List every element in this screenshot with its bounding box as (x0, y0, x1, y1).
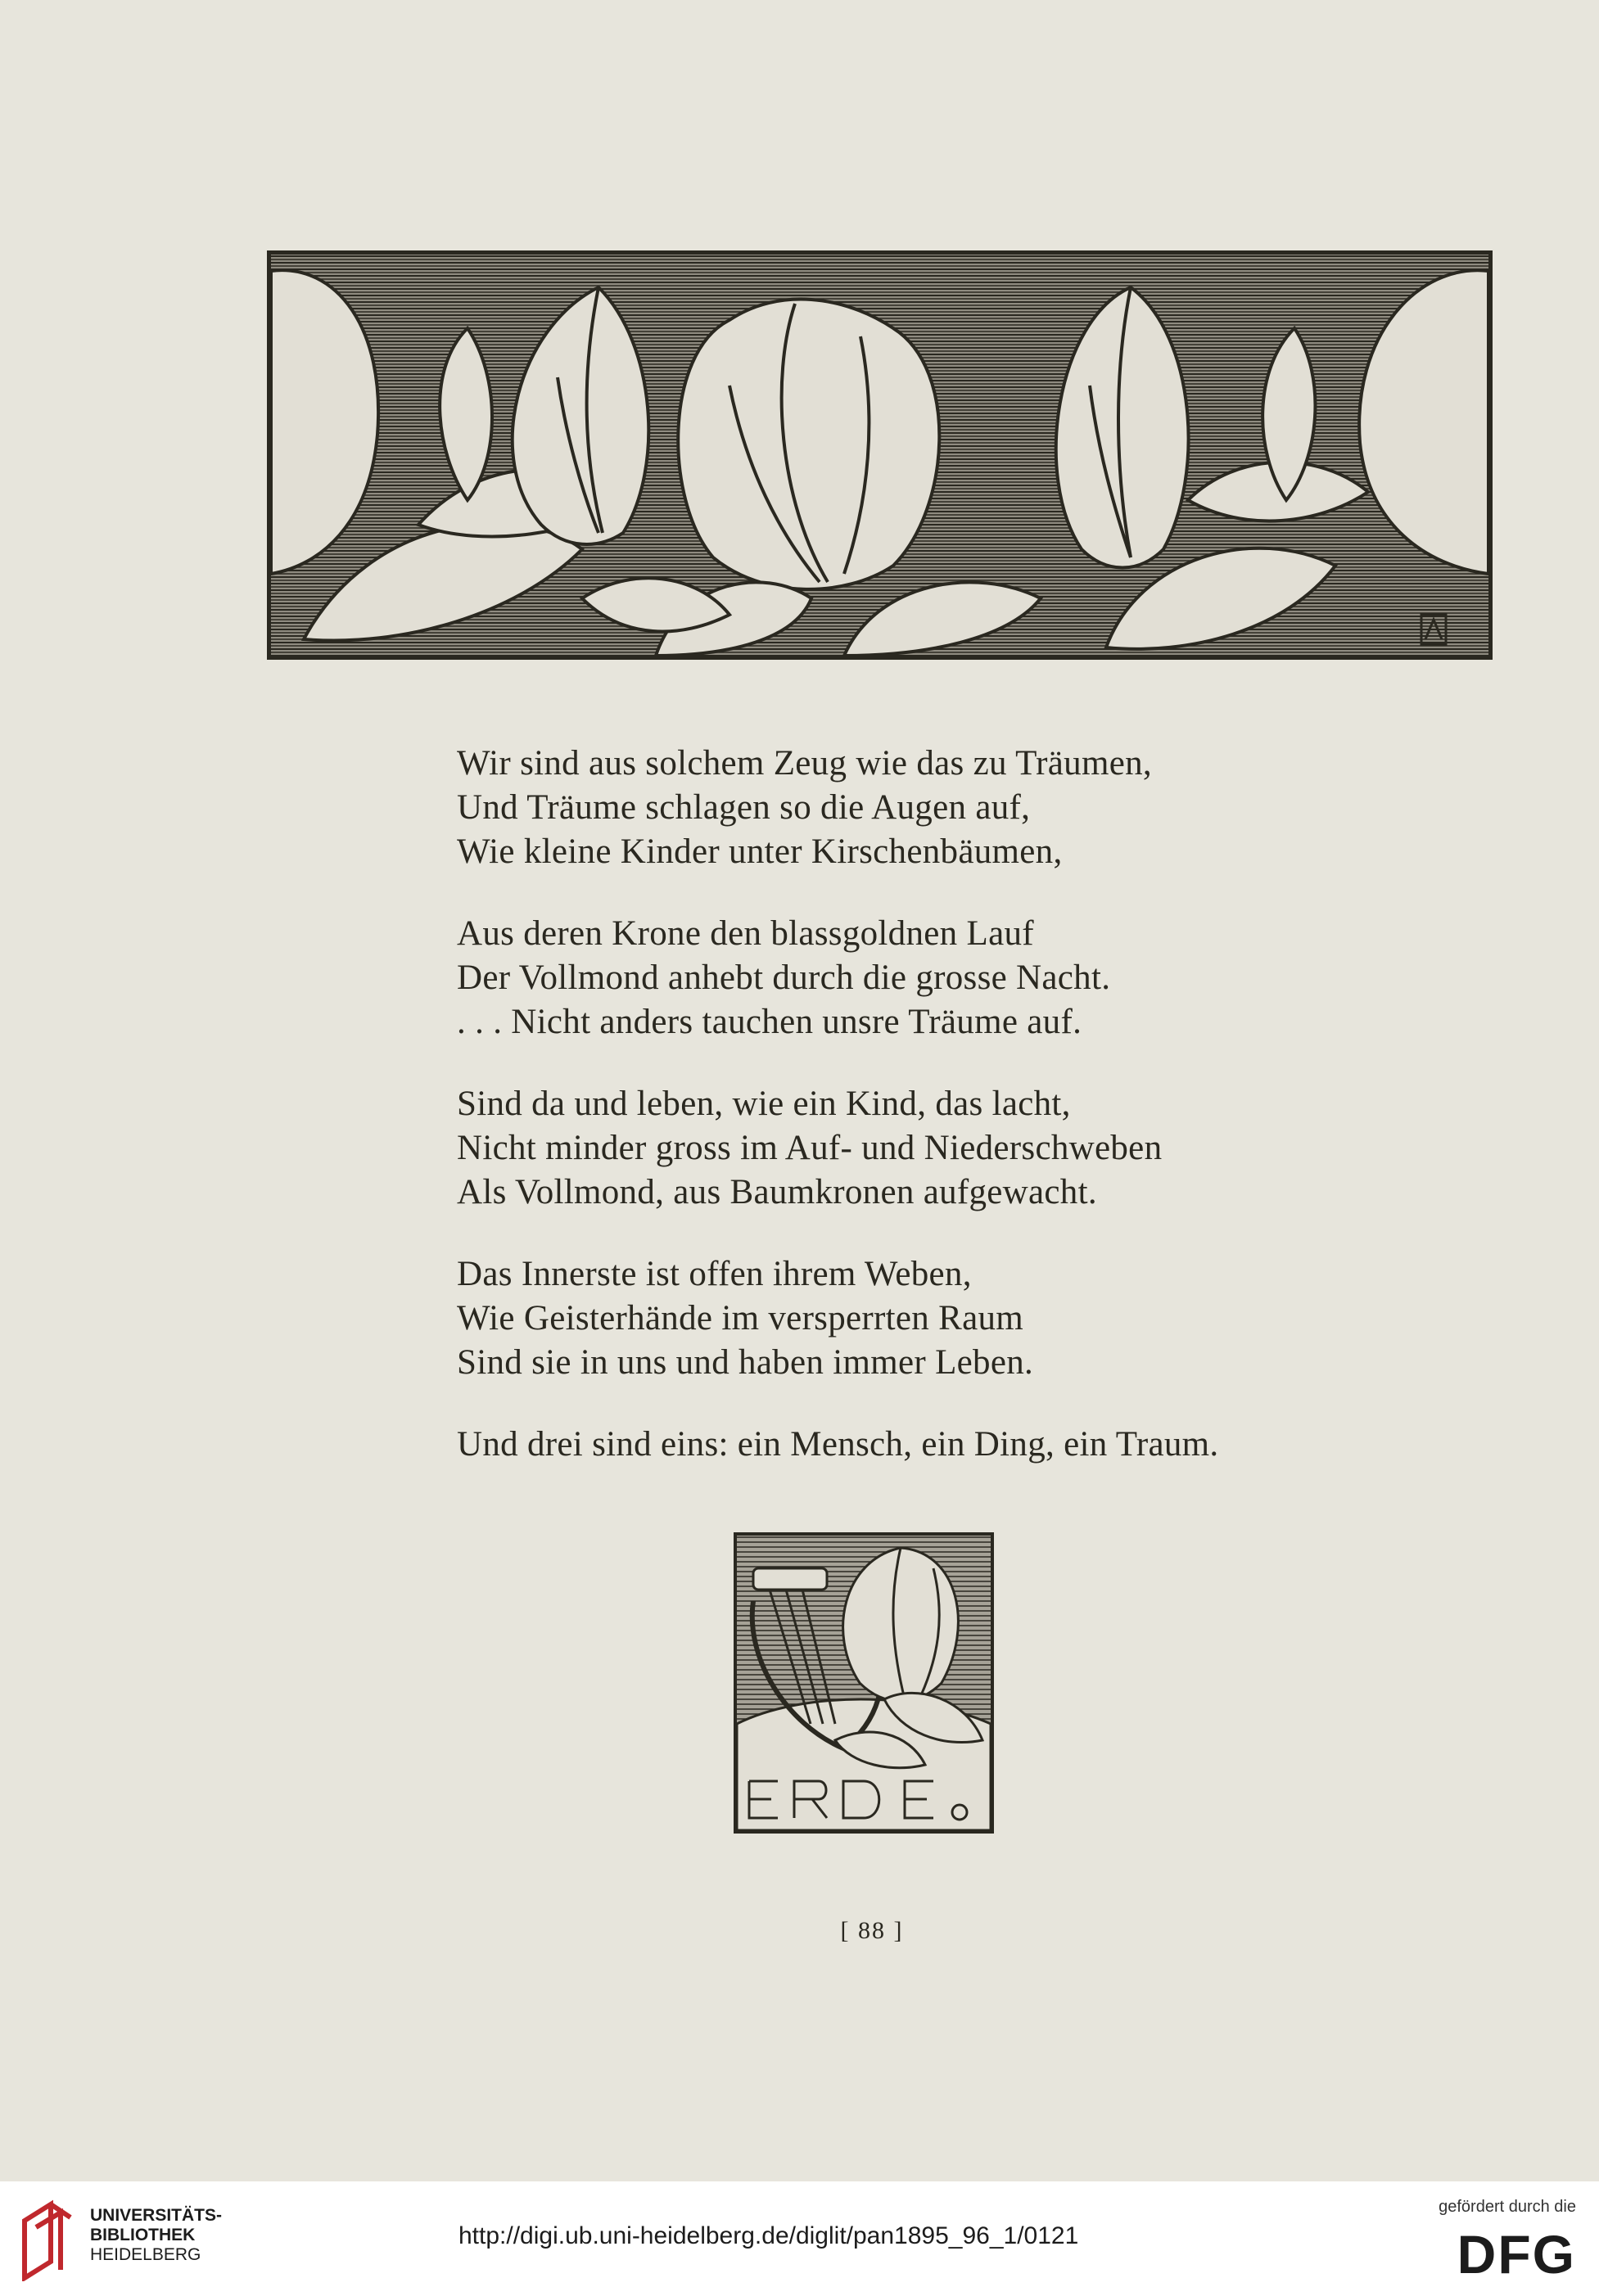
funding-caption: gefördert durch die (1439, 2198, 1576, 2216)
permalink-url[interactable]: http://digi.ub.uni-heidelberg.de/diglit/pan1895_96_1/0121 (458, 2222, 1079, 2249)
library-name-line: BIBLIOTHEK (90, 2226, 196, 2244)
magnolia-banner-illustration (267, 250, 1493, 660)
poem-line: Aus deren Krone den blassgoldnen Lauf (457, 914, 1034, 953)
poem-line: Wie Geisterhände im versperrten Raum (457, 1299, 1024, 1337)
university-library-logo-icon[interactable] (18, 2196, 77, 2281)
footer-bar (0, 2181, 1599, 2296)
poem-line: Das Innerste ist offen ihrem Weben, (457, 1255, 972, 1293)
stanza-2 (457, 912, 1439, 1044)
stanza-4 (457, 1252, 1439, 1385)
library-name-line: HEIDELBERG (90, 2245, 201, 2264)
poem-line: Und drei sind eins: ein Mensch, ein Ding, ein Traum. (457, 1425, 1219, 1464)
poem (457, 742, 1439, 1504)
poem-line: Der Vollmond anhebt durch die grosse Nacht. (457, 959, 1111, 997)
poem-line: Und Träume schlagen so die Augen auf, (457, 788, 1031, 827)
poem-line: Sind da und leben, wie ein Kind, das lacht, (457, 1085, 1071, 1123)
poem-line: Als Vollmond, aus Baumkronen aufgewacht. (457, 1173, 1097, 1211)
poem-line: Wie kleine Kinder unter Kirschenbäumen, (457, 832, 1063, 871)
dfg-logo[interactable]: DFG (1457, 2224, 1576, 2285)
poem-line: Wir sind aus solchem Zeug wie das zu Träumen, (457, 744, 1152, 783)
university-library-name[interactable] (90, 2206, 222, 2265)
stanza-3 (457, 1082, 1439, 1215)
library-name-line: UNIVERSITÄTS- (90, 2206, 223, 2225)
poem-line: . . . Nicht anders tauchen unsre Träume auf. (457, 1003, 1082, 1041)
page-number: [ 88 ] (840, 1917, 904, 1944)
stanza-5 (457, 1423, 1439, 1467)
lyre-vignette-illustration (734, 1532, 994, 1834)
banner-artwork (271, 255, 1488, 656)
poem-line: Sind sie in uns und haben immer Leben. (457, 1343, 1034, 1382)
vignette-artwork (737, 1536, 991, 1830)
stanza-1 (457, 742, 1439, 874)
poem-line: Nicht minder gross im Auf- und Niederschweben (457, 1129, 1163, 1167)
